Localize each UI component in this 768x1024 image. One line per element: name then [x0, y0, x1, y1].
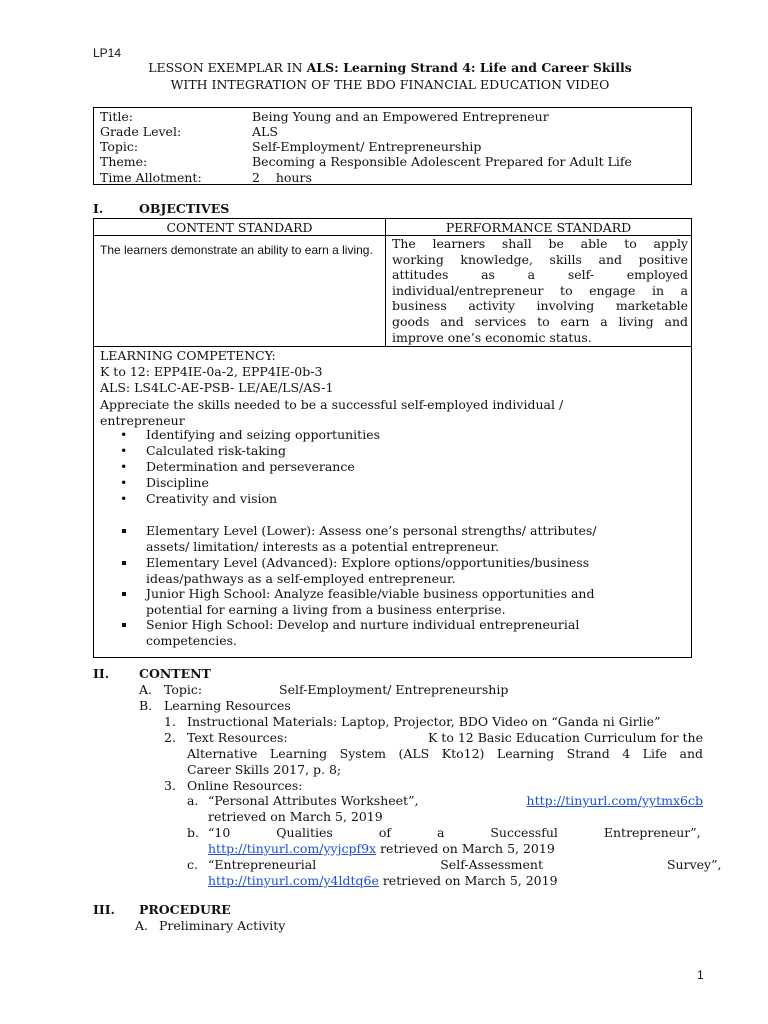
ps-line: improve one’s economic status. — [392, 329, 592, 345]
square-bullet-icon — [122, 623, 126, 627]
online-resource-item — [208, 793, 703, 809]
competency-code-k12: K to 12: EPP4IE-0a-2, EPP4IE-0b-3 — [100, 364, 323, 380]
skill-item: Determination and perseverance — [146, 459, 355, 474]
competency-statement: Appreciate the skills needed to be a successful self-employed individual / — [100, 396, 564, 412]
text-resources-line: K to 12 Basic Education Curriculum for the — [428, 730, 703, 745]
info-row-theme — [100, 154, 632, 170]
square-bullet-icon — [122, 561, 126, 565]
competency-statement-cont: entrepreneur — [100, 412, 185, 428]
info-label: Theme: — [100, 154, 148, 169]
level-item: Elementary Level (Advanced): Explore options/opportunities/business ideas/pathways as a self-employed entrepreneur. — [146, 555, 590, 586]
section-procedure-heading — [0, 902, 768, 918]
ps-line: individual/entrepreneur to engage in a — [392, 282, 688, 298]
column-divider — [385, 219, 386, 346]
info-label: Title: — [100, 109, 133, 124]
online-resource-line — [208, 873, 558, 889]
topic-label: Topic: — [164, 682, 203, 697]
content-standard-text: The learners demonstrate an ability to earn a living. — [100, 243, 373, 257]
info-value: Self-Employment/ Entrepreneurship — [252, 139, 482, 154]
bullet-icon: • — [120, 427, 128, 442]
instructional-materials: Instructional Materials: Laptop, Projector, BDO Video on “Ganda ni Girlie” — [187, 714, 661, 729]
list-marker: 3. — [164, 778, 176, 793]
header-line-2: WITH INTEGRATION OF THE BDO FINANCIAL EDUCATION VIDEO — [170, 77, 610, 92]
info-label: Grade Level: — [100, 124, 182, 139]
ps-line: The learners shall be able to apply — [392, 236, 688, 251]
bullet-icon: • — [120, 491, 128, 506]
bullet-icon: • — [120, 475, 128, 490]
info-row-title — [100, 109, 549, 125]
list-marker: b. — [187, 825, 199, 840]
resource-title: “Personal Attributes Worksheet”, — [208, 793, 419, 808]
level-item: Senior High School: Develop and nurture individual entrepreneurial competencies. — [146, 617, 580, 648]
resource-retrieved: retrieved on March 5, 2019 — [382, 873, 558, 888]
resource-title: “10 Qualities of a Successful Entrepreneur”, — [208, 825, 701, 840]
header-learning-strand: ALS: Learning Strand 4: Life and Career Skills — [306, 60, 632, 75]
learning-competency — [100, 348, 690, 429]
level-item: Junior High School: Analyze feasible/viable business opportunities and potential for earning a living from a business enterprise. — [146, 586, 595, 617]
skill-item: Calculated risk-taking — [146, 443, 286, 458]
square-bullet-icon — [122, 592, 126, 596]
competency-heading: LEARNING COMPETENCY: — [100, 348, 276, 363]
ps-line: working knowledge, skills and positive — [392, 251, 688, 267]
info-row-grade — [100, 124, 278, 140]
resource-link[interactable]: http://tinyurl.com/y4ldtq6e — [208, 873, 379, 888]
performance-standard-text — [392, 236, 688, 345]
table-divider — [94, 346, 691, 347]
competency-code-als: ALS: LS4LC-AE-PSB- LE/AE/LS/AS-1 — [100, 380, 334, 396]
square-bullet-icon — [122, 529, 126, 533]
info-value: ALS — [252, 124, 278, 139]
online-resource-line — [208, 841, 555, 857]
online-resources-label: Online Resources: — [187, 778, 303, 793]
ps-line: goods and services to earn a living and — [392, 313, 688, 329]
ps-line: attitudes as a self- employed — [392, 267, 688, 283]
objectives-table — [93, 218, 692, 658]
section-title: OBJECTIVES — [139, 201, 230, 216]
section-title: PROCEDURE — [139, 902, 231, 917]
learning-resources-label: Learning Resources — [164, 698, 291, 713]
text-resources-label: Text Resources: — [187, 730, 288, 745]
header-line-1 — [90, 60, 690, 76]
section-title: CONTENT — [139, 666, 211, 681]
preliminary-activity-label: Preliminary Activity — [159, 918, 286, 933]
info-row-time — [100, 170, 312, 186]
info-value: 2 hours — [252, 170, 312, 185]
content-standard-header: CONTENT STANDARD — [166, 220, 313, 235]
lesson-info-table — [93, 107, 692, 185]
list-marker: 2. — [164, 730, 176, 745]
info-label: Topic: — [100, 139, 139, 154]
page-number: 1 — [697, 968, 704, 982]
list-marker: 1. — [164, 714, 176, 729]
section-number: III. — [93, 902, 115, 917]
header-prefix: LESSON EXEMPLAR IN — [148, 60, 307, 75]
info-value: Being Young and an Empowered Entrepreneur — [252, 109, 549, 124]
list-marker: c. — [187, 857, 198, 872]
page-label: LP14 — [93, 46, 122, 60]
skill-item: Discipline — [146, 475, 209, 490]
list-marker: A. — [135, 918, 149, 933]
info-label: Time Allotment: — [100, 170, 202, 185]
section-content-heading — [0, 666, 768, 682]
skill-item: Creativity and vision — [146, 491, 278, 506]
resource-title: “Entrepreneurial Self-Assessment Survey”, — [208, 857, 722, 872]
info-value: Becoming a Responsible Adolescent Prepared for Adult Life — [252, 154, 632, 169]
resource-retrieved: retrieved on March 5, 2019 — [208, 809, 383, 824]
resource-link[interactable]: http://tinyurl.com/yyjcpf9x — [208, 841, 377, 856]
list-marker: a. — [187, 793, 199, 808]
text-resources-line: Alternative Learning System (ALS Kto12) Learning Strand 4 Life and — [187, 746, 703, 761]
bullet-icon: • — [120, 459, 128, 474]
performance-standard-header: PERFORMANCE STANDARD — [445, 220, 632, 235]
info-row-topic — [100, 139, 482, 155]
section-number: I. — [93, 201, 104, 216]
resource-link[interactable]: http://tinyurl.com/yytmx6cb — [526, 793, 703, 808]
skill-item: Identifying and seizing opportunities — [146, 427, 381, 442]
ps-line: business activity involving marketable — [392, 298, 688, 314]
list-marker: A. — [139, 682, 153, 697]
resource-retrieved: retrieved on March 5, 2019 — [380, 841, 555, 856]
level-item: Elementary Level (Lower): Assess one’s personal strengths/ attributes/ assets/ limitation/ interests as a potential entrepreneur. — [146, 523, 597, 554]
text-resources-line: Career Skills 2017, p. 8; — [187, 762, 342, 777]
section-number: II. — [93, 666, 110, 681]
bullet-icon: • — [120, 443, 128, 458]
section-objectives-heading — [0, 201, 768, 217]
list-marker: B. — [139, 698, 153, 713]
topic-value: Self-Employment/ Entrepreneurship — [279, 682, 509, 697]
